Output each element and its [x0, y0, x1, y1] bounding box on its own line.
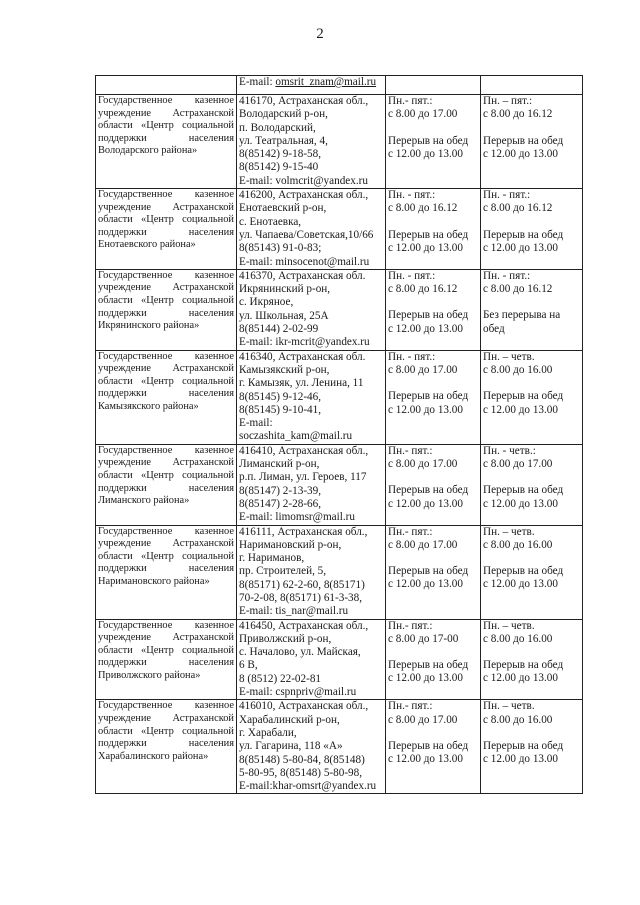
spacer [388, 377, 478, 390]
address-line: 416170, Астраханская обл., [239, 95, 369, 107]
hours-line: Пн. - пят.: [483, 189, 531, 202]
address-line: 416340, Астраханская обл. [239, 350, 366, 363]
lunch-line: с 12.00 до 13.00 [388, 672, 463, 685]
address-line: г. Харабали, [239, 726, 297, 739]
address-line: 5-80-95, 8(85148) 5-80-98, [239, 766, 363, 779]
lunch-line: Перерыв на обед [388, 484, 469, 497]
address-line: 8(85144) 2-02-99 [239, 323, 319, 336]
hours-line: с 8.00 до 17-00 [388, 632, 459, 645]
address-line: E-mail: [239, 417, 273, 430]
lunch-line: Перерыв на обед [388, 565, 469, 578]
lunch-line: с 12.00 до 13.00 [388, 241, 463, 254]
org-cell: Государственное казенное учреждение Астраханской области «Центр социальной поддержки населения Лиманского района» [96, 444, 237, 525]
lunch-line: с 12.00 до 13.00 [483, 403, 558, 416]
lunch-line: с 12.00 до 13.00 [483, 147, 558, 160]
lunch-line: с 12.00 до 13.00 [388, 403, 463, 416]
lunch-line: Перерыв на обед [483, 390, 564, 403]
address-line: 8(85145) 9-12-46, [239, 390, 322, 403]
address-line: Наримановский р-он, [239, 538, 342, 551]
email-link[interactable]: E-mail: limomsr@mail.ru [239, 511, 355, 524]
alt-hours-cell [481, 189, 583, 270]
address-line: ул. Чапаева/Советская,10/66 [239, 228, 374, 241]
email-link[interactable]: E-mail: tis_nar@mail.ru [239, 605, 349, 618]
org-cell: Государственное казенное учреждение Астраханской области «Центр социальной поддержки населения Наримановского района» [96, 525, 237, 619]
alt-hours-cell [481, 444, 583, 525]
lunch-line: с 12.00 до 13.00 [388, 578, 463, 591]
hours-line: с 8.00 до 16.00 [483, 632, 553, 645]
hours-line: Пн.- пят.: [388, 444, 433, 457]
hours-line: Пн. - пят.: [483, 269, 531, 282]
alt-hours-cell [481, 525, 583, 619]
spacer [388, 552, 478, 565]
hours-line: Пн.- пят.: [388, 619, 433, 632]
lunch-line: Перерыв на обед [388, 309, 469, 322]
hours-line: Пн. - четв.: [483, 444, 536, 457]
alt-hours-cell [481, 95, 583, 189]
address-line: 70-2-08, 8(85171) 61-3-38, [239, 591, 363, 604]
email-link[interactable]: omsrit_znam@mail.ru [275, 76, 377, 88]
hours-line: Пн.- пят.: [388, 700, 433, 713]
hours-line: с 8.00 до 16.00 [483, 363, 553, 376]
org-cell: Государственное казенное учреждение Астраханской области «Центр социальной поддержки населения Икрянинского района» [96, 269, 237, 350]
hours-line: Пн. – четв. [483, 619, 535, 632]
address-line: Енотаевский р-он, [239, 202, 327, 215]
hours-line: с 8.00 до 16.12 [483, 108, 553, 121]
hours-line: с 8.00 до 16.12 [388, 283, 458, 296]
table-row [96, 700, 583, 794]
lunch-line: Перерыв на обед [388, 134, 469, 147]
lunch-line: с 12.00 до 13.00 [483, 241, 558, 254]
lunch-line: с 12.00 до 13.00 [483, 497, 558, 510]
lunch-line: с 12.00 до 13.00 [388, 322, 463, 335]
hours-line: Пн. – пят.: [483, 95, 533, 107]
table-row [96, 76, 583, 95]
address-cell [237, 444, 386, 525]
hours-line: с 8.00 до 17.00 [388, 713, 458, 726]
email-link[interactable]: E-mail: volmcrit@yandex.ru [239, 174, 368, 187]
spacer [483, 377, 580, 390]
weekday-hours-cell [386, 95, 481, 189]
hours-line: с 8.00 до 17.00 [388, 108, 458, 121]
address-line: Камызякский р-он, [239, 363, 330, 376]
address-line: г. Нариманов, [239, 552, 305, 565]
hours-line: Пн. - пят.: [388, 269, 436, 282]
address-line: ул. Школьная, 25А [239, 309, 329, 322]
lunch-line: Перерыв на обед [388, 228, 469, 241]
weekday-hours-cell [386, 525, 481, 619]
address-line: 416370, Астраханская обл. [239, 269, 366, 282]
address-cell [237, 525, 386, 619]
address-line: ул. Гагарина, 118 «А» [239, 740, 343, 753]
hours-line: с 8.00 до 17.00 [388, 538, 458, 551]
spacer [388, 471, 478, 484]
hours-line: Пн. – четв. [483, 525, 535, 538]
org-cell: Государственное казенное учреждение Астраханской области «Центр социальной поддержки населения Камызякского района» [96, 350, 237, 444]
lunch-line: с 12.00 до 13.00 [388, 497, 463, 510]
spacer [388, 727, 478, 740]
address-line: 8(85143) 91-0-83; [239, 242, 322, 255]
spacer [483, 646, 580, 659]
address-cell [237, 700, 386, 794]
alt-hours-cell [481, 269, 583, 350]
lunch-line: Перерыв на обед [483, 565, 564, 578]
table-body [96, 76, 583, 794]
weekday-hours-cell [386, 444, 481, 525]
address-line: 416111, Астраханская обл., [239, 525, 368, 538]
address-line: г. Камызяк, ул. Ленина, 11 [239, 377, 364, 390]
address-line: 6 В, [239, 659, 258, 672]
lunch-line: Перерыв на обед [483, 228, 564, 241]
email-link[interactable]: E-mail:khar-omsrt@yandex.ru [239, 780, 377, 793]
spacer [388, 216, 478, 229]
address-line: 8(85142) 9-18-58, [239, 148, 322, 161]
hours-line: с 8.00 до 16.12 [388, 202, 458, 215]
hours-line: Пн. – четв. [483, 350, 535, 363]
org-cell: Государственное казенное учреждение Астраханской области «Центр социальной поддержки населения Приволжского района» [96, 619, 237, 700]
lunch-line: с 12.00 до 13.00 [483, 672, 558, 685]
hours-line: с 8.00 до 16.12 [483, 283, 553, 296]
address-line: 8 (8512) 22-02-81 [239, 672, 322, 685]
lunch-line: Перерыв на обед [483, 659, 564, 672]
lunch-line: Перерыв на обед [483, 739, 564, 752]
hours-line: Пн.- пят.: [388, 525, 433, 538]
hours-line: Пн. - пят.: [388, 350, 436, 363]
org-cell: Государственное казенное учреждение Астраханской области «Центр социальной поддержки населения Володарского района» [96, 95, 237, 189]
spacer [483, 727, 580, 740]
address-line: с. Енотаевка, [239, 215, 302, 228]
address-line: 8(85147) 2-13-39, [239, 484, 322, 497]
org-cell: Государственное казенное учреждение Астраханской области «Центр социальной поддержки населения Харабалинского района» [96, 700, 237, 794]
weekday-hours-cell [386, 189, 481, 270]
lunch-line: Перерыв на обед [483, 134, 564, 147]
address-line: 8(85148) 5-80-84, 8(85148) [239, 753, 365, 766]
address-line: Володарский р-он, [239, 108, 328, 121]
address-line: 416010, Астраханская обл., [239, 700, 369, 713]
spacer [388, 646, 478, 659]
address-cell [237, 189, 386, 270]
weekday-hours-cell [386, 76, 481, 95]
address-cell [237, 619, 386, 700]
address-line: с. Началово, ул. Майская, [239, 646, 361, 659]
hours-line: с 8.00 до 16.12 [483, 202, 553, 215]
spacer [483, 552, 580, 565]
lunch-line: с 12.00 до 13.00 [483, 578, 558, 591]
table-row [96, 189, 583, 270]
page-number: 2 [316, 26, 324, 42]
address-line: Приволжский р-он, [239, 632, 332, 645]
hours-line: с 8.00 до 17.00 [388, 458, 458, 471]
hours-line: с 8.00 до 16.00 [483, 538, 553, 551]
spacer [483, 471, 580, 484]
email-link[interactable]: E-mail: minsocenot@mail.ru [239, 255, 370, 268]
address-cell [237, 95, 386, 189]
alt-hours-cell [481, 76, 583, 95]
hours-line: с 8.00 до 17.00 [483, 458, 553, 471]
spacer [388, 296, 478, 309]
table-row [96, 350, 583, 444]
address-line: 8(85147) 2-28-66, [239, 497, 322, 510]
address-line: 8(85142) 9-15-40 [239, 161, 319, 174]
address-line: п. Володарский, [239, 121, 316, 134]
lunch-line: с 12.00 до 13.00 [388, 147, 463, 160]
org-cell [96, 76, 237, 95]
hours-line: с 8.00 до 17.00 [388, 363, 458, 376]
address-cell [237, 350, 386, 444]
address-line: 416200, Астраханская обл., [239, 189, 369, 202]
weekday-hours-cell [386, 700, 481, 794]
email-link[interactable]: E-mail: cspnpriv@mail.ru [239, 686, 357, 699]
lunch-line: с 12.00 до 13.00 [388, 753, 463, 766]
address-line: с. Икряное, [239, 296, 294, 309]
lunch-line: Перерыв на обед [388, 659, 469, 672]
lunch-line: Перерыв на обед [388, 390, 469, 403]
address-cell [237, 76, 386, 95]
table-row [96, 444, 583, 525]
spacer [388, 122, 478, 135]
lunch-line: Без перерыва на [483, 309, 561, 322]
alt-hours-cell [481, 350, 583, 444]
address-line: Харабалинский р-он, [239, 713, 340, 726]
lunch-line: Перерыв на обед [483, 484, 564, 497]
lunch-line: Перерыв на обед [388, 739, 469, 752]
address-cell [237, 269, 386, 350]
address-line: р.п. Лиман, ул. Героев, 117 [239, 471, 367, 484]
lunch-line: с 12.00 до 13.00 [483, 753, 558, 766]
spacer [483, 216, 580, 229]
table-row [96, 525, 583, 619]
address-line: Лиманский р-он, [239, 458, 320, 471]
email-link[interactable]: soczashita_kam@mail.ru [239, 430, 353, 443]
weekday-hours-cell [386, 350, 481, 444]
institutions-table [95, 75, 583, 794]
table-row [96, 269, 583, 350]
spacer [483, 296, 580, 309]
address-line: ул. Театральная, 4, [239, 134, 328, 147]
address-line: 8(85145) 9-10-41, [239, 403, 322, 416]
weekday-hours-cell [386, 619, 481, 700]
address-line: 8(85171) 62-2-60, 8(85171) [239, 578, 365, 591]
spacer [483, 122, 580, 135]
hours-line: Пн.- пят.: [388, 95, 433, 107]
hours-line: с 8.00 до 16.00 [483, 713, 553, 726]
address-line: 416450, Астраханская обл., [239, 619, 369, 632]
email-link[interactable]: E-mail: ikr-mcrit@yandex.ru [239, 336, 370, 349]
hours-line: Пн. – четв. [483, 700, 535, 713]
table-row [96, 95, 583, 189]
alt-hours-cell [481, 619, 583, 700]
email-label: E-mail: [239, 76, 276, 88]
address-line: Икрянинский р-он, [239, 283, 331, 296]
hours-line: Пн. - пят.: [388, 189, 436, 202]
address-line: пр. Строителей, 5, [239, 565, 327, 578]
alt-hours-cell [481, 700, 583, 794]
lunch-line: обед [483, 322, 505, 335]
org-cell: Государственное казенное учреждение Астраханской области «Центр социальной поддержки населения Енотаевского района» [96, 189, 237, 270]
table-row [96, 619, 583, 700]
address-line: 416410, Астраханская обл., [239, 444, 369, 457]
weekday-hours-cell [386, 269, 481, 350]
